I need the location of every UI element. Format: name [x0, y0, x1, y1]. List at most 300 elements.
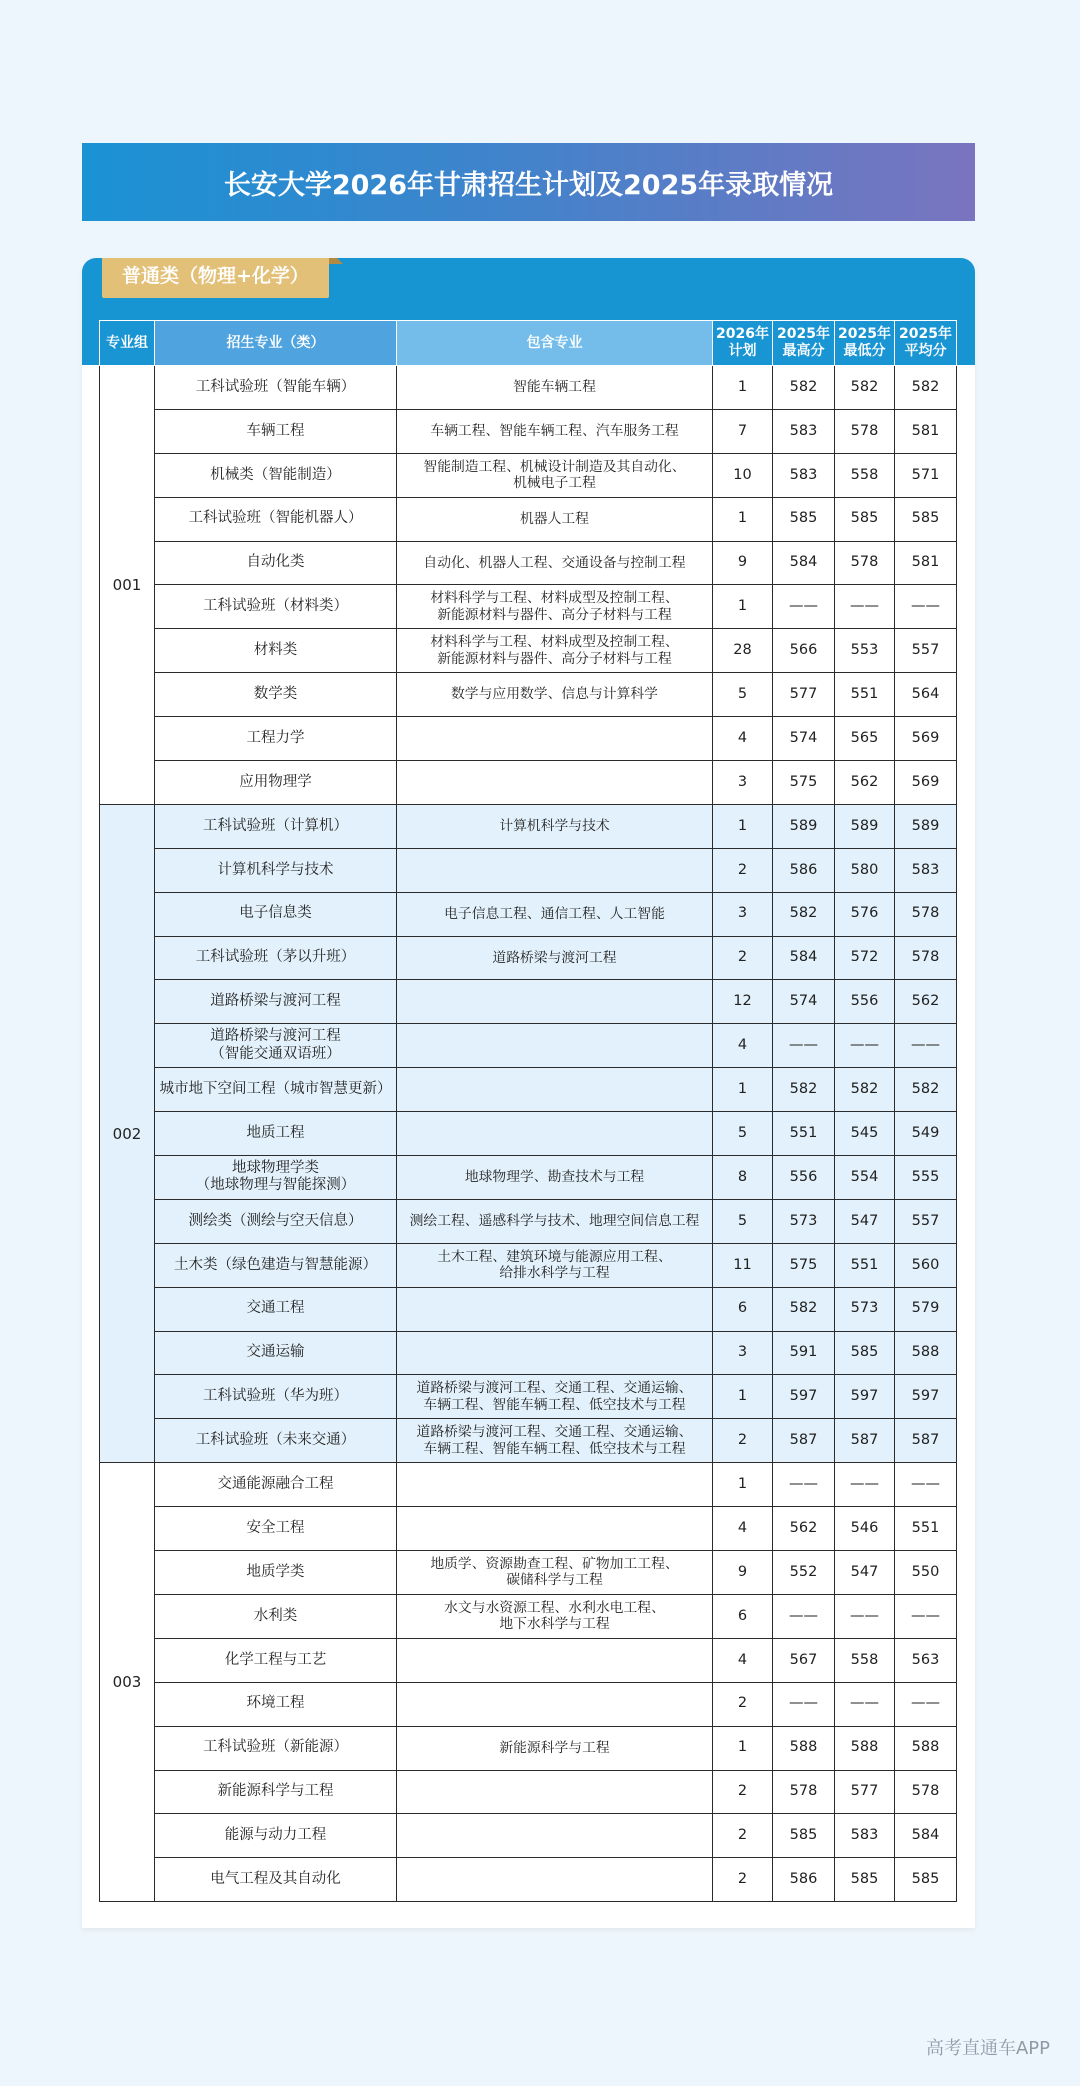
- max-score-cell: 582: [773, 366, 835, 410]
- table-row: [100, 804, 957, 848]
- group-code: 001: [100, 366, 155, 805]
- min-score-cell: 577: [835, 1770, 895, 1814]
- major-cell-line1: 工科试验班（智能车辆）: [195, 378, 356, 395]
- included-cell-line2: 新能源材料与器件、高分子材料与工程: [437, 650, 672, 667]
- table-row: [100, 1463, 957, 1507]
- included-cell-line1: 电子信息工程、通信工程、人工智能: [444, 905, 665, 922]
- min-score-cell: 578: [835, 541, 895, 585]
- avg-score-cell: 564: [895, 673, 957, 717]
- max-score-cell: ——: [773, 1682, 835, 1726]
- major-cell-line1: 工科试验班（茅以升班）: [195, 949, 356, 966]
- avg-score-cell: 578: [895, 892, 957, 936]
- included-cell-line1: 材料科学与工程、材料成型及控制工程、: [430, 634, 679, 651]
- min-score-cell: 553: [835, 629, 895, 673]
- included-cell-line1: 地球物理学、勘查技术与工程: [464, 1169, 645, 1186]
- table-row: [100, 629, 957, 673]
- table-row: [100, 1726, 957, 1770]
- max-score-cell: 574: [773, 980, 835, 1024]
- table-row: [100, 673, 957, 717]
- major-cell: [155, 1682, 397, 1726]
- major-cell: [155, 1463, 397, 1507]
- table-row: [100, 1243, 957, 1287]
- max-score-cell: 567: [773, 1638, 835, 1682]
- table-row: [100, 717, 957, 761]
- header-avg: 2025年 平均分: [895, 321, 957, 366]
- header-included: 包含专业: [397, 321, 713, 366]
- max-score-cell: ——: [773, 1594, 835, 1638]
- plan-cell: 4: [713, 1024, 773, 1068]
- major-cell: [155, 1375, 397, 1419]
- max-score-cell: 589: [773, 804, 835, 848]
- major-cell: [155, 1814, 397, 1858]
- avg-score-cell: 588: [895, 1726, 957, 1770]
- group-code: 002: [100, 804, 155, 1462]
- max-score-cell: 586: [773, 1858, 835, 1902]
- max-score-cell: 583: [773, 409, 835, 453]
- major-cell: [155, 366, 397, 410]
- max-score-cell: 597: [773, 1375, 835, 1419]
- avg-score-cell: 579: [895, 1287, 957, 1331]
- included-cell-line2: 机械电子工程: [513, 475, 596, 492]
- plan-cell: 4: [713, 1638, 773, 1682]
- major-cell: [155, 1331, 397, 1375]
- admission-table: [99, 320, 957, 1902]
- max-score-cell: 574: [773, 717, 835, 761]
- max-score-cell: 573: [773, 1199, 835, 1243]
- plan-cell: 2: [713, 1814, 773, 1858]
- major-cell: [155, 1638, 397, 1682]
- max-score-cell: ——: [773, 1024, 835, 1068]
- included-cell-line2: 车辆工程、智能车辆工程、低空技术与工程: [423, 1396, 686, 1413]
- avg-score-cell: 585: [895, 497, 957, 541]
- table-row: [100, 1594, 957, 1638]
- max-score-cell: 588: [773, 1726, 835, 1770]
- avg-score-cell: 588: [895, 1331, 957, 1375]
- min-score-cell: ——: [835, 1594, 895, 1638]
- plan-cell: 9: [713, 1551, 773, 1595]
- included-cell-line1: 机器人工程: [520, 510, 589, 527]
- avg-score-cell: 581: [895, 541, 957, 585]
- plan-cell: 1: [713, 497, 773, 541]
- plan-cell: 4: [713, 717, 773, 761]
- min-score-cell: 547: [835, 1551, 895, 1595]
- major-cell-line1: 安全工程: [246, 1519, 305, 1536]
- plan-cell: 5: [713, 1112, 773, 1156]
- major-cell: [155, 1024, 397, 1068]
- major-cell-line1: 工科试验班（华为班）: [203, 1388, 348, 1405]
- included-cell: [397, 761, 713, 805]
- major-cell-line1: 工科试验班（新能源）: [203, 1739, 348, 1756]
- min-score-cell: 554: [835, 1156, 895, 1200]
- major-cell-line1: 车辆工程: [246, 422, 305, 439]
- major-cell: [155, 585, 397, 629]
- min-score-cell: 585: [835, 497, 895, 541]
- included-cell: [397, 717, 713, 761]
- min-score-cell: 556: [835, 980, 895, 1024]
- avg-score-cell: 557: [895, 629, 957, 673]
- page-title: 长安大学2026年甘肃招生计划及2025年录取情况: [82, 143, 975, 221]
- major-cell: [155, 804, 397, 848]
- avg-score-cell: 597: [895, 1375, 957, 1419]
- major-cell-line1: 交通工程: [246, 1300, 305, 1317]
- major-cell-line1: 计算机科学与技术: [217, 861, 334, 878]
- min-score-cell: 562: [835, 761, 895, 805]
- major-cell: [155, 1068, 397, 1112]
- avg-score-cell: 563: [895, 1638, 957, 1682]
- included-cell: [397, 1507, 713, 1551]
- min-score-cell: 582: [835, 366, 895, 410]
- plan-cell: 3: [713, 1331, 773, 1375]
- major-cell: [155, 1243, 397, 1287]
- plan-cell: 2: [713, 1419, 773, 1463]
- avg-score-cell: 551: [895, 1507, 957, 1551]
- avg-score-cell: ——: [895, 585, 957, 629]
- avg-score-cell: ——: [895, 1682, 957, 1726]
- major-cell: [155, 497, 397, 541]
- included-cell-line2: 碳储科学与工程: [506, 1572, 603, 1589]
- included-cell: [397, 1858, 713, 1902]
- category-tab: 普通类（物理+化学）: [102, 258, 329, 298]
- group-code: 003: [100, 1463, 155, 1902]
- avg-score-cell: ——: [895, 1463, 957, 1507]
- included-cell: [397, 1551, 713, 1595]
- included-cell: [397, 497, 713, 541]
- table-row: [100, 936, 957, 980]
- avg-score-cell: 581: [895, 409, 957, 453]
- plan-cell: 8: [713, 1156, 773, 1200]
- table-header-row: [100, 321, 957, 366]
- min-score-cell: 589: [835, 804, 895, 848]
- max-score-cell: 582: [773, 892, 835, 936]
- table-row: [100, 1375, 957, 1419]
- min-score-cell: 558: [835, 1638, 895, 1682]
- included-cell: [397, 673, 713, 717]
- plan-cell: 11: [713, 1243, 773, 1287]
- avg-score-cell: 569: [895, 761, 957, 805]
- included-cell-line1: 测绘工程、遥感科学与技术、地理空间信息工程: [409, 1213, 700, 1230]
- table-row: [100, 1814, 957, 1858]
- min-score-cell: 585: [835, 1858, 895, 1902]
- plan-cell: 1: [713, 1463, 773, 1507]
- avg-score-cell: 549: [895, 1112, 957, 1156]
- major-cell-line1: 工科试验班（材料类）: [203, 598, 348, 615]
- table-row: [100, 1068, 957, 1112]
- major-cell-line1: 道路桥梁与渡河工程: [210, 1028, 341, 1045]
- major-cell: [155, 1551, 397, 1595]
- included-cell: [397, 1463, 713, 1507]
- included-cell: [397, 892, 713, 936]
- included-cell: [397, 366, 713, 410]
- max-score-cell: 584: [773, 936, 835, 980]
- max-score-cell: 585: [773, 1814, 835, 1858]
- included-cell: [397, 1331, 713, 1375]
- avg-score-cell: 582: [895, 1068, 957, 1112]
- included-cell-line1: 智能车辆工程: [513, 379, 596, 396]
- major-cell-line1: 水利类: [253, 1607, 298, 1624]
- major-cell-line2: （智能交通双语班）: [210, 1045, 341, 1062]
- avg-score-cell: 550: [895, 1551, 957, 1595]
- major-cell: [155, 1199, 397, 1243]
- header-max: 2025年 最高分: [773, 321, 835, 366]
- major-cell: [155, 409, 397, 453]
- table-body: [100, 366, 957, 1902]
- max-score-cell: ——: [773, 585, 835, 629]
- included-cell: [397, 1638, 713, 1682]
- major-cell-line1: 地球物理学类: [232, 1160, 319, 1177]
- table-row: [100, 541, 957, 585]
- min-score-cell: 588: [835, 1726, 895, 1770]
- max-score-cell: 587: [773, 1419, 835, 1463]
- max-score-cell: 584: [773, 541, 835, 585]
- plan-cell: 6: [713, 1594, 773, 1638]
- included-cell-line1: 土木工程、建筑环境与能源应用工程、: [437, 1248, 672, 1265]
- table-row: [100, 1331, 957, 1375]
- major-cell: [155, 673, 397, 717]
- max-score-cell: 583: [773, 453, 835, 497]
- included-cell: [397, 1112, 713, 1156]
- min-score-cell: 551: [835, 1243, 895, 1287]
- plan-cell: 12: [713, 980, 773, 1024]
- major-cell-line1: 地质学类: [246, 1563, 305, 1580]
- max-score-cell: 552: [773, 1551, 835, 1595]
- watermark: 高考直通车APP: [925, 2038, 1050, 2059]
- table-row: [100, 366, 957, 410]
- included-cell-line1: 道路桥梁与渡河工程: [492, 949, 617, 966]
- included-cell: [397, 1199, 713, 1243]
- included-cell: [397, 804, 713, 848]
- avg-score-cell: 555: [895, 1156, 957, 1200]
- plan-cell: 7: [713, 409, 773, 453]
- plan-cell: 1: [713, 585, 773, 629]
- avg-score-cell: 589: [895, 804, 957, 848]
- max-score-cell: ——: [773, 1463, 835, 1507]
- included-cell-line1: 新能源科学与工程: [499, 1739, 610, 1756]
- table-row: [100, 848, 957, 892]
- major-cell-line1: 自动化类: [246, 554, 305, 571]
- included-cell: [397, 1814, 713, 1858]
- included-cell: [397, 541, 713, 585]
- table-row: [100, 1682, 957, 1726]
- table-row: [100, 1024, 957, 1068]
- included-cell: [397, 980, 713, 1024]
- min-score-cell: 573: [835, 1287, 895, 1331]
- included-cell: [397, 409, 713, 453]
- table-row: [100, 409, 957, 453]
- plan-cell: 5: [713, 1199, 773, 1243]
- plan-cell: 28: [713, 629, 773, 673]
- included-cell-line1: 地质学、资源勘查工程、矿物加工工程、: [430, 1555, 679, 1572]
- plan-cell: 3: [713, 761, 773, 805]
- min-score-cell: 587: [835, 1419, 895, 1463]
- table-row: [100, 980, 957, 1024]
- included-cell-line1: 道路桥梁与渡河工程、交通工程、交通运输、: [416, 1424, 693, 1441]
- max-score-cell: 551: [773, 1112, 835, 1156]
- max-score-cell: 566: [773, 629, 835, 673]
- max-score-cell: 556: [773, 1156, 835, 1200]
- max-score-cell: 575: [773, 761, 835, 805]
- major-cell: [155, 1858, 397, 1902]
- plan-cell: 2: [713, 848, 773, 892]
- included-cell: [397, 1156, 713, 1200]
- included-cell: [397, 1068, 713, 1112]
- included-cell-line1: 道路桥梁与渡河工程、交通工程、交通运输、: [416, 1380, 693, 1397]
- plan-cell: 10: [713, 453, 773, 497]
- avg-score-cell: 587: [895, 1419, 957, 1463]
- major-cell: [155, 936, 397, 980]
- min-score-cell: 545: [835, 1112, 895, 1156]
- table-row: [100, 1199, 957, 1243]
- avg-score-cell: 562: [895, 980, 957, 1024]
- table-row: [100, 1551, 957, 1595]
- min-score-cell: 551: [835, 673, 895, 717]
- header-min: 2025年 最低分: [835, 321, 895, 366]
- min-score-cell: 585: [835, 1331, 895, 1375]
- plan-cell: 2: [713, 1682, 773, 1726]
- max-score-cell: 586: [773, 848, 835, 892]
- major-cell: [155, 848, 397, 892]
- plan-cell: 1: [713, 366, 773, 410]
- included-cell-line1: 水文与水资源工程、水利水电工程、: [444, 1599, 665, 1616]
- min-score-cell: ——: [835, 1024, 895, 1068]
- major-cell: [155, 892, 397, 936]
- max-score-cell: 577: [773, 673, 835, 717]
- avg-score-cell: 571: [895, 453, 957, 497]
- min-score-cell: ——: [835, 1463, 895, 1507]
- major-cell-line1: 交通能源融合工程: [217, 1476, 334, 1493]
- major-cell: [155, 1726, 397, 1770]
- major-cell-line1: 应用物理学: [239, 773, 312, 790]
- table-row: [100, 1112, 957, 1156]
- min-score-cell: 576: [835, 892, 895, 936]
- plan-cell: 3: [713, 892, 773, 936]
- major-cell-line1: 工科试验班（智能机器人）: [188, 510, 363, 527]
- min-score-cell: ——: [835, 585, 895, 629]
- min-score-cell: 565: [835, 717, 895, 761]
- plan-cell: 2: [713, 1770, 773, 1814]
- major-cell-line1: 土木类（绿色建造与智慧能源）: [174, 1256, 377, 1273]
- table-row: [100, 585, 957, 629]
- table-row: [100, 892, 957, 936]
- major-cell: [155, 541, 397, 585]
- included-cell: [397, 1726, 713, 1770]
- included-cell-line2: 新能源材料与器件、高分子材料与工程: [437, 606, 672, 623]
- avg-score-cell: 557: [895, 1199, 957, 1243]
- min-score-cell: 547: [835, 1199, 895, 1243]
- major-cell: [155, 1507, 397, 1551]
- included-cell: [397, 1770, 713, 1814]
- max-score-cell: 575: [773, 1243, 835, 1287]
- max-score-cell: 585: [773, 497, 835, 541]
- plan-cell: 5: [713, 673, 773, 717]
- major-cell-line1: 工程力学: [246, 729, 305, 746]
- avg-score-cell: 560: [895, 1243, 957, 1287]
- included-cell: [397, 585, 713, 629]
- max-score-cell: 582: [773, 1287, 835, 1331]
- avg-score-cell: 578: [895, 1770, 957, 1814]
- major-cell-line1: 环境工程: [246, 1695, 305, 1712]
- major-cell: [155, 1594, 397, 1638]
- table-row: [100, 1419, 957, 1463]
- max-score-cell: 582: [773, 1068, 835, 1112]
- included-cell-line1: 数学与应用数学、信息与计算科学: [451, 686, 658, 703]
- major-cell-line1: 新能源科学与工程: [217, 1783, 334, 1800]
- included-cell: [397, 1419, 713, 1463]
- included-cell: [397, 629, 713, 673]
- major-cell: [155, 629, 397, 673]
- major-cell: [155, 1770, 397, 1814]
- included-cell: [397, 1375, 713, 1419]
- table-row: [100, 761, 957, 805]
- table-row: [100, 1638, 957, 1682]
- table-row: [100, 1770, 957, 1814]
- header-group: 专业组: [100, 321, 155, 366]
- major-cell-line1: 能源与动力工程: [224, 1827, 327, 1844]
- plan-cell: 2: [713, 936, 773, 980]
- min-score-cell: 546: [835, 1507, 895, 1551]
- max-score-cell: 562: [773, 1507, 835, 1551]
- included-cell-line2: 给排水科学与工程: [499, 1265, 610, 1282]
- included-cell: [397, 1287, 713, 1331]
- included-cell: [397, 453, 713, 497]
- included-cell: [397, 936, 713, 980]
- table-row: [100, 1858, 957, 1902]
- included-cell-line1: 自动化、机器人工程、交通设备与控制工程: [423, 554, 686, 571]
- plan-cell: 9: [713, 541, 773, 585]
- table-row: [100, 1156, 957, 1200]
- major-cell: [155, 1156, 397, 1200]
- min-score-cell: 558: [835, 453, 895, 497]
- major-cell-line1: 工科试验班（计算机）: [203, 817, 348, 834]
- major-cell: [155, 980, 397, 1024]
- min-score-cell: 582: [835, 1068, 895, 1112]
- major-cell-line1: 交通运输: [246, 1344, 305, 1361]
- included-cell-line2: 地下水科学与工程: [499, 1616, 610, 1633]
- included-cell: [397, 1682, 713, 1726]
- max-score-cell: 591: [773, 1331, 835, 1375]
- plan-cell: 1: [713, 1375, 773, 1419]
- avg-score-cell: ——: [895, 1594, 957, 1638]
- max-score-cell: 578: [773, 1770, 835, 1814]
- min-score-cell: 578: [835, 409, 895, 453]
- plan-cell: 4: [713, 1507, 773, 1551]
- included-cell-line2: 车辆工程、智能车辆工程、低空技术与工程: [423, 1440, 686, 1457]
- major-cell-line1: 城市地下空间工程（城市智慧更新）: [159, 1081, 392, 1097]
- major-cell-line1: 化学工程与工艺: [224, 1651, 327, 1668]
- min-score-cell: 580: [835, 848, 895, 892]
- major-cell-line2: （地球物理与智能探测）: [195, 1177, 356, 1194]
- avg-score-cell: 569: [895, 717, 957, 761]
- major-cell-line1: 工科试验班（未来交通）: [195, 1432, 356, 1449]
- major-cell: [155, 717, 397, 761]
- included-cell: [397, 1243, 713, 1287]
- included-cell-line1: 车辆工程、智能车辆工程、汽车服务工程: [430, 423, 679, 440]
- plan-cell: 1: [713, 1726, 773, 1770]
- avg-score-cell: 583: [895, 848, 957, 892]
- major-cell: [155, 1112, 397, 1156]
- avg-score-cell: 584: [895, 1814, 957, 1858]
- included-cell-line1: 材料科学与工程、材料成型及控制工程、: [430, 590, 679, 607]
- included-cell: [397, 1594, 713, 1638]
- major-cell-line1: 测绘类（测绘与空天信息）: [188, 1212, 363, 1229]
- table-row: [100, 497, 957, 541]
- plan-cell: 6: [713, 1287, 773, 1331]
- min-score-cell: 572: [835, 936, 895, 980]
- major-cell-line1: 地质工程: [246, 1124, 305, 1141]
- major-cell: [155, 1287, 397, 1331]
- min-score-cell: 597: [835, 1375, 895, 1419]
- avg-score-cell: 578: [895, 936, 957, 980]
- table-row: [100, 1287, 957, 1331]
